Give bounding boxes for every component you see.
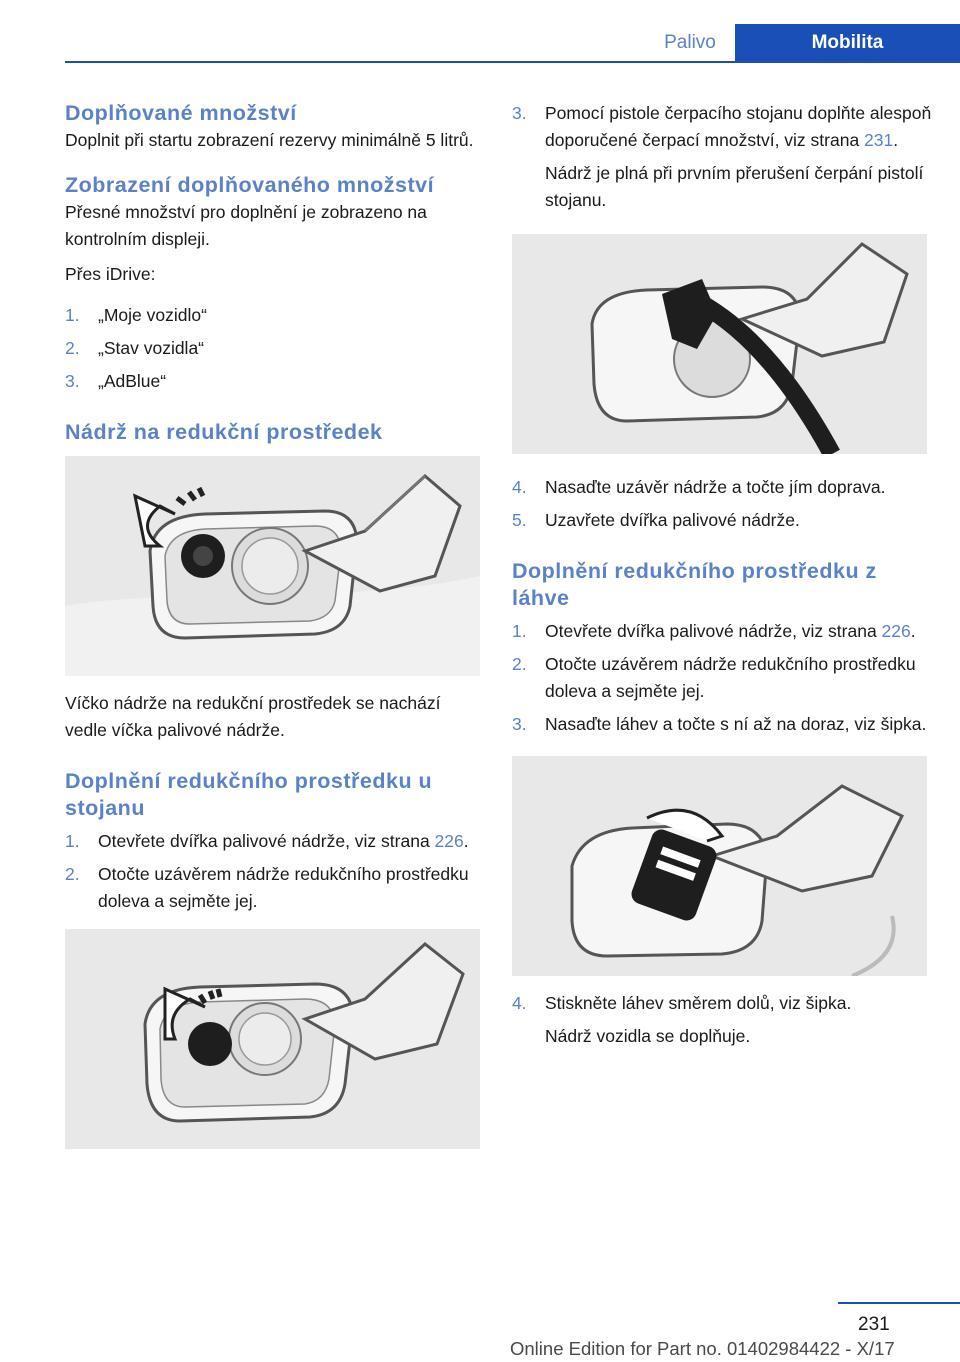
footer-rule	[838, 1302, 960, 1304]
list-item	[65, 335, 480, 362]
section-title-reductant-tank: Nádrž na redukční prostředek	[65, 420, 383, 444]
step-number: 2.	[65, 864, 80, 884]
page-link-231[interactable]: 231	[864, 130, 894, 150]
step-text: Nasaďte uzávěr nádrže a točte jím doprava.	[545, 477, 886, 497]
page-link-226[interactable]: 226	[881, 621, 911, 641]
step-text: „Moje vozidlo“	[98, 305, 207, 325]
left-column	[65, 100, 480, 1149]
step-number: 4.	[512, 477, 527, 497]
step-text: Stiskněte láhev směrem dolů, viz šipka.	[545, 993, 852, 1013]
bottle-photo	[512, 756, 927, 976]
idrive-path-label: Přes iDrive:	[65, 264, 156, 284]
refill-from-bottle-steps	[512, 618, 932, 738]
list-item	[65, 302, 480, 329]
step-text	[98, 828, 480, 855]
tab-mobility[interactable]: Mobilita	[735, 24, 960, 62]
reductant-cap-photo	[65, 456, 480, 676]
reductant-tank-caption: Víčko nádrže na redukční prostředek se nachází vedle víčka palivové nádrže.	[65, 693, 441, 740]
header-rule	[65, 61, 960, 63]
step-text-body: Otevřete dvířka palivové nádrže, viz strana	[545, 621, 882, 641]
idrive-steps-list	[65, 302, 480, 395]
list-item	[512, 100, 932, 154]
step-number: 4.	[512, 993, 527, 1013]
refill-at-pump-steps	[65, 828, 480, 915]
section-title-fill-quantity: Doplňované množství	[65, 101, 297, 125]
section-title-refill-from-bottle: Doplnění redukčního prostředku z láhve	[512, 559, 877, 610]
step-number: 1.	[65, 831, 80, 851]
step-text: „Stav vozidla“	[98, 338, 205, 358]
fill-quantity-text: Doplnit při startu zobrazení rezervy minimálně 5 litrů.	[65, 130, 474, 150]
refill-at-pump-steps-continued	[512, 100, 932, 214]
step-number: 5.	[512, 510, 527, 530]
step-text: „AdBlue“	[98, 371, 167, 391]
step-text: Otočte uzávěrem nádrže redukčního prostředku doleva a sejměte jej.	[545, 654, 916, 701]
list-item	[512, 711, 932, 738]
step-text-end: .	[910, 621, 916, 641]
step-number: 3.	[512, 714, 527, 734]
step-text	[545, 100, 932, 154]
step-number: 3.	[512, 103, 527, 123]
step-number: 2.	[512, 654, 527, 674]
step-number: 3.	[65, 371, 80, 391]
list-item	[65, 861, 480, 915]
tab-fuel[interactable]: Palivo	[645, 24, 735, 62]
close-steps	[512, 474, 932, 534]
pump-nozzle-photo	[512, 234, 927, 454]
step-text	[545, 618, 932, 645]
list-item	[512, 474, 932, 501]
step-number: 1.	[65, 305, 80, 325]
section-title-refill-at-pump: Doplnění redukčního prostředku u stojanu	[65, 769, 433, 820]
step-text-end: .	[893, 130, 899, 150]
list-item	[512, 990, 932, 1017]
step-number: 1.	[512, 621, 527, 641]
list-item	[65, 368, 480, 395]
list-item	[512, 651, 932, 705]
section-title-quantity-display: Zobrazení doplňovaného množství	[65, 173, 435, 197]
step-number: 2.	[65, 338, 80, 358]
step-text-body: Pomocí pistole čerpacího stojanu doplňte alespoň doporučené čerpací množství, viz strana	[545, 103, 932, 150]
list-item	[512, 618, 932, 645]
chapter-tabs	[645, 24, 960, 62]
edition-note: Online Edition for Part no. 01402984422 - X/17	[510, 1338, 895, 1359]
cap-removal-photo	[65, 929, 480, 1149]
step-note: Nádrž vozidla se doplňuje.	[545, 1026, 751, 1046]
page-number: 231	[858, 1314, 890, 1335]
quantity-display-text: Přesné množství pro doplnění je zobrazeno na kontrolním displeji.	[65, 202, 427, 249]
list-item	[512, 507, 932, 534]
step-text-end: .	[463, 831, 469, 851]
step-text-body: Otevřete dvířka palivové nádrže, viz strana	[98, 831, 435, 851]
page-link-226[interactable]: 226	[434, 831, 464, 851]
step-text: Otočte uzávěrem nádrže redukčního prostředku doleva a sejměte jej.	[98, 864, 469, 911]
step-text: Uzavřete dvířka palivové nádrže.	[545, 510, 800, 530]
step-note: Nádrž je plná při prvním přerušení čerpání pistolí stojanu.	[545, 163, 924, 210]
step-text: Nasaďte láhev a točte s ní až na doraz, viz šipka.	[545, 714, 927, 734]
right-column	[512, 100, 932, 1050]
press-bottle-steps	[512, 990, 932, 1050]
list-item	[65, 828, 480, 855]
